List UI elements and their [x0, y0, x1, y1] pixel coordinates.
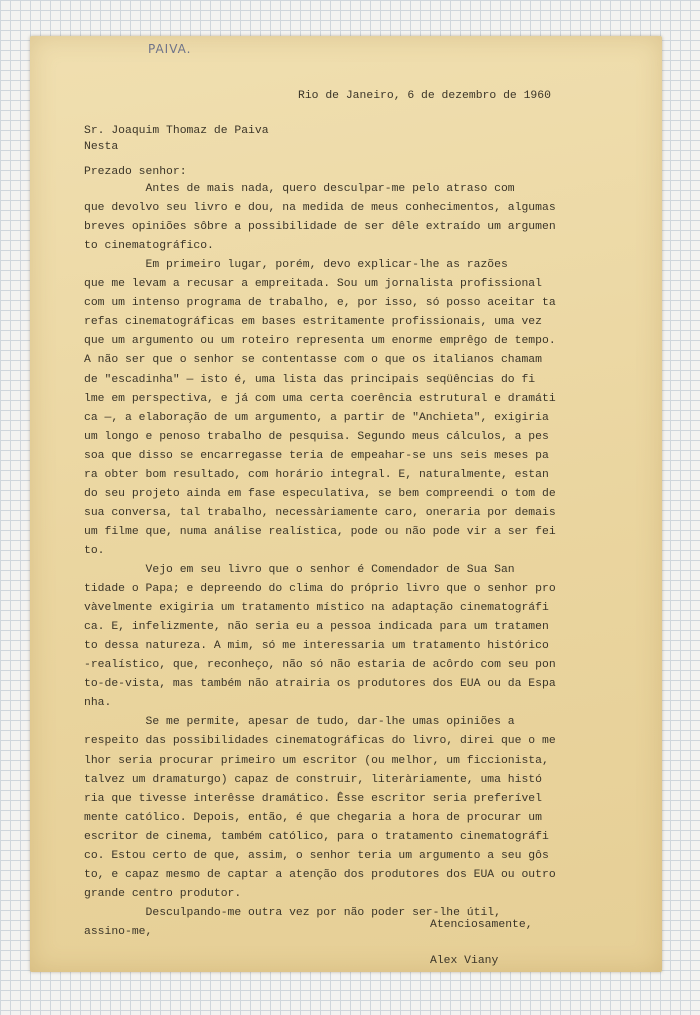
body-line: que um argumento ou um roteiro representa um enorme emprêgo de tempo.: [84, 335, 556, 348]
body-line: Se me permite, apesar de tudo, dar-lhe umas opiniões a: [84, 716, 515, 729]
body-line: que devolvo seu livro e dou, na medida de meus conhecimentos, algumas: [84, 202, 556, 215]
body-line: Em primeiro lugar, porém, devo explicar-lhe as razões: [84, 259, 508, 272]
body-line: lhor seria procurar primeiro um escritor (ou melhor, um ficcionista,: [84, 754, 549, 767]
body-line: nha.: [84, 697, 112, 710]
body-line: Desculpando-me outra vez por não poder ser-lhe útil,: [84, 906, 501, 919]
body-line: ca. E, infelizmente, não seria eu a pessoa indicada para um tratamen: [84, 621, 549, 634]
letter-closing: Atenciosamente,: [430, 919, 533, 931]
body-line: com um intenso programa de trabalho, e, por isso, só posso aceitar ta: [84, 297, 556, 310]
recipient-location: Nesta: [84, 141, 119, 153]
body-line: refas cinematográficas em bases estritamente profissionais, uma vez: [84, 316, 542, 329]
recipient-name: Sr. Joaquim Thomaz de Paiva: [84, 125, 269, 137]
body-line: de "escadinha" — isto é, uma lista das principais seqüências do fi: [84, 373, 536, 386]
body-line: soa que disso se encarregasse teria de empeahar-se uns seis meses pa: [84, 449, 549, 462]
body-line: to cinematográfico.: [84, 240, 214, 253]
body-line: um filme que, numa análise realística, pode ou não pode vir a ser fei: [84, 525, 556, 538]
body-line: talvez um dramaturgo) capaz de construir, literàriamente, uma histó: [84, 773, 542, 786]
body-line: um longo e penoso trabalho de pesquisa. Segundo meus cálculos, a pes: [84, 430, 549, 443]
body-line: sua conversa, tal trabalho, necessàriamente caro, oneraria por demais: [84, 506, 556, 519]
body-line: escritor de cinema, também católico, para o tratamento cinematográfi: [84, 830, 549, 843]
body-line: assino-me,: [84, 925, 153, 938]
body-line: Antes de mais nada, quero desculpar-me pelo atraso com: [84, 183, 515, 195]
body-line: ca —, a elaboração de um argumento, a partir de "Anchieta", exigiria: [84, 411, 549, 424]
body-line: tidade o Papa; e depreendo do clima do próprio livro que o senhor pro: [84, 583, 556, 596]
body-line: ria que tivesse interêsse dramático. Êsse escritor seria preferível: [84, 792, 542, 805]
body-line: Vejo em seu livro que o senhor é Comendador de Sua San: [84, 564, 515, 576]
signature-name: Alex Viany: [430, 955, 499, 967]
body-line: que me levam a recusar a empreitada. Sou um jornalista profissional: [84, 278, 542, 291]
body-line: breves opiniões sôbre a possibilidade de ser dêle extraído um argumen: [84, 221, 556, 234]
body-line: lme em perspectiva, e já com uma certa coerência estrutural e dramáti: [84, 392, 556, 405]
body-line: mente católico. Depois, então, é que chegaria a hora de procurar um: [84, 811, 542, 824]
body-line: -realístico, que, reconheço, não só não estaria de acôrdo com seu pon: [84, 659, 556, 672]
body-line: ra obter bom resultado, com horário integral. E, naturalmente, estan: [84, 468, 549, 481]
body-line: do seu projeto ainda em fase especulativa, se bem compreendi o tom de: [84, 487, 556, 500]
body-line: to-de-vista, mas também não atrairia os produtores dos EUA ou da Espa: [84, 678, 556, 691]
letter-date: Rio de Janeiro, 6 de dezembro de 1960: [298, 90, 551, 102]
body-line: grande centro produtor.: [84, 887, 242, 900]
body-line: vàvelmente exigiria um tratamento místico na adaptação cinematográfi: [84, 602, 549, 615]
body-line: to, e capaz mesmo de captar a atenção dos produtores dos EUA ou outro: [84, 868, 556, 881]
body-line: co. Estou certo de que, assim, o senhor teria um argumento a seu gôs: [84, 849, 549, 862]
body-line: A não ser que o senhor se contentasse com o que os italianos chamam: [84, 354, 542, 367]
body-line: respeito das possibilidades cinematográficas do livro, direi que o me: [84, 735, 556, 748]
handwritten-annotation: PAIVA.: [148, 42, 192, 56]
body-line: to dessa natureza. A mim, só me interessaria um tratamento histórico: [84, 640, 549, 653]
body-line: to.: [84, 544, 105, 557]
letter-greeting: Prezado senhor:: [84, 166, 187, 178]
